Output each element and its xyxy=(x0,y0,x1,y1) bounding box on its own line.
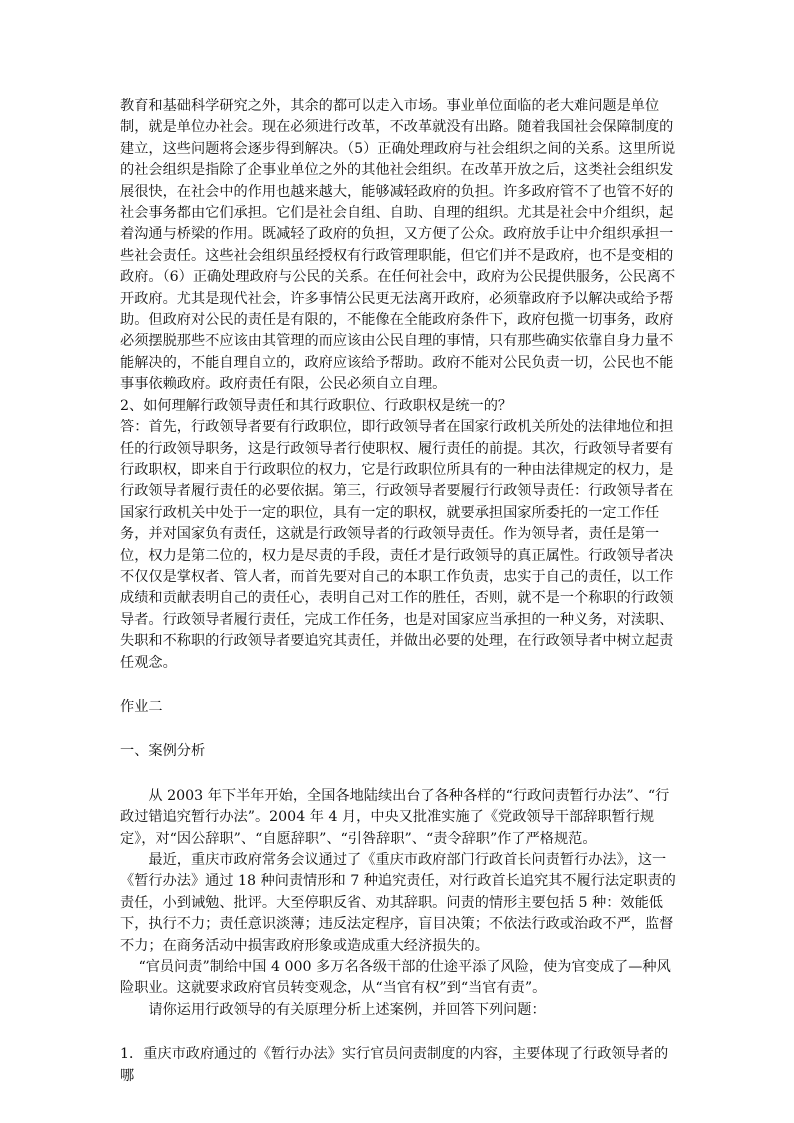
section-title: 作业二 xyxy=(120,698,163,715)
case-paragraph-4: 请你运用行政领导的有关原理分析上述案例，并回答下列问题： xyxy=(148,1001,546,1018)
answer-paragraph: 答：首先，行政领导者要有行政职位，即行政领导者在国家行政机关所处的法律地位和担任的行政领导职务，这是行政领导者行使职权、履行责任的前提。其次，行政领导者要有行政职权，即来自于行政职位的权力，它是行政职位所具有的一种由法律规定的权力，是行政领导者履行责任的必要依据。第三，行政领导者要履行行政领导责任：行政领导者在国家行政机关中处于一定的职位，具有一定的职权，就要承担国家所委托的一定工作任务，并对国家负有责任，这就是行政领导者的行政领导责任。作为领导者，责任是第一位，权力是第二位的，权力是尽责的手段，责任才是行政领导的真正属性。行政领导者决不仅仅是掌权者、管人者，而首先要对自己的本职工作负责，忠实于自己的责任，以工作成绩和贡献表明自己的责任心，表明自己对工作的胜任，否则，就不是一个称职的行政领导者。行政领导者履行责任，完成工作任务，也是对国家应当承担的一种义务，对渎职、失职和不称职的行政领导者要追究其责任，并做出必要的处理，在行政领导者中树立起责任观念。 xyxy=(120,419,674,671)
case-paragraph-2: 最近，重庆市政府常务会议通过了《重庆市政府部门行政首长问责暂行办法》，这一《暂行办法》通过 18 种问责情形和 7 种追究责任，对行政首长追究其不履行法定职责的责任，小到诫勉、批评。大至停职反省、劝其辞职。问责的情形主要包括 5 种：效能低下，执行不力；责任意识淡薄；违反法定程序，盲目决策；不依法行政或治政不严，监督不力；在商务活动中损害政府形象或造成重大经济损失的。 xyxy=(120,852,676,954)
body-paragraph-1: 教育和基础科学研究之外，其余的都可以走入市场。事业单位面临的老大难问题是单位制，就是单位办社会。现在必须进行改革，不改革就没有出路。随着我国社会保障制度的建立，这些问题将会逐步得到解决。（5）正确处理政府与社会组织之间的关系。这里所说的社会组织是指除了企事业单位之外的其他社会组织。在改革开放之后，这类社会组织发展很快，在社会中的作用也越来越大，能够减轻政府的负担。许多政府管不了也管不好的社会事务都由它们承担。它们是社会自组、自助、自理的组织。尤其是社会中介组织，起着沟通与桥梁的作用。既减轻了政府的负担，又方便了公众。政府放手让中介组织承担一些社会责任。这些社会组织虽经授权有行政管理职能，但它们并不是政府，也不是变相的政府。（6）正确处理政府与公民的关系。在任何社会中，政府为公民提供服务，公民离不开政府。尤其是现代社会，许多事情公民更无法离开政府，必须靠政府予以解决或给予帮助。但政府对公民的责任是有限的，不能像在全能政府条件下，政府包揽一切事务，政府必须摆脱那些不应该由其管理的而应该由公民自理的事情，只有那些确实依靠自身力量不能解决的，不能自理自立的，政府应该给予帮助。政府不能对公民负责一切，公民也不能事事依赖政府。政府责任有限，公民必须自立自理。 xyxy=(120,98,676,393)
document-page xyxy=(120,96,682,1087)
question-1: 1．重庆市政府通过的《暂行办法》实行官员问责制度的内容，主要体现了行政领导者的哪 xyxy=(120,1046,669,1084)
case-paragraph-1: 从 2003 年下半年开始，全国各地陆续出台了各种各样的“行政问责暂行办法”、“行政过错追究暂行办法”。2004 年 4 月，中央又批准实施了《党政领导干部辞职暂行规定》，对“因公辞职”、“自愿辞职”、“引咎辞职”、“责令辞职”作了严格规范。 xyxy=(120,787,670,847)
subsection-title: 一、案例分析 xyxy=(120,743,206,760)
case-paragraph-3: “官员问责”制给中国 4 000 多万名各级干部的仕途平添了风险，使为官变成了—种风险职业。这就要求政府官员转变观念，从“当官有权”到“当官有责”。 xyxy=(120,959,671,997)
question-heading: 2、如何理解行政领导责任和其行政职位、行政职权是统一的？ xyxy=(120,397,513,414)
